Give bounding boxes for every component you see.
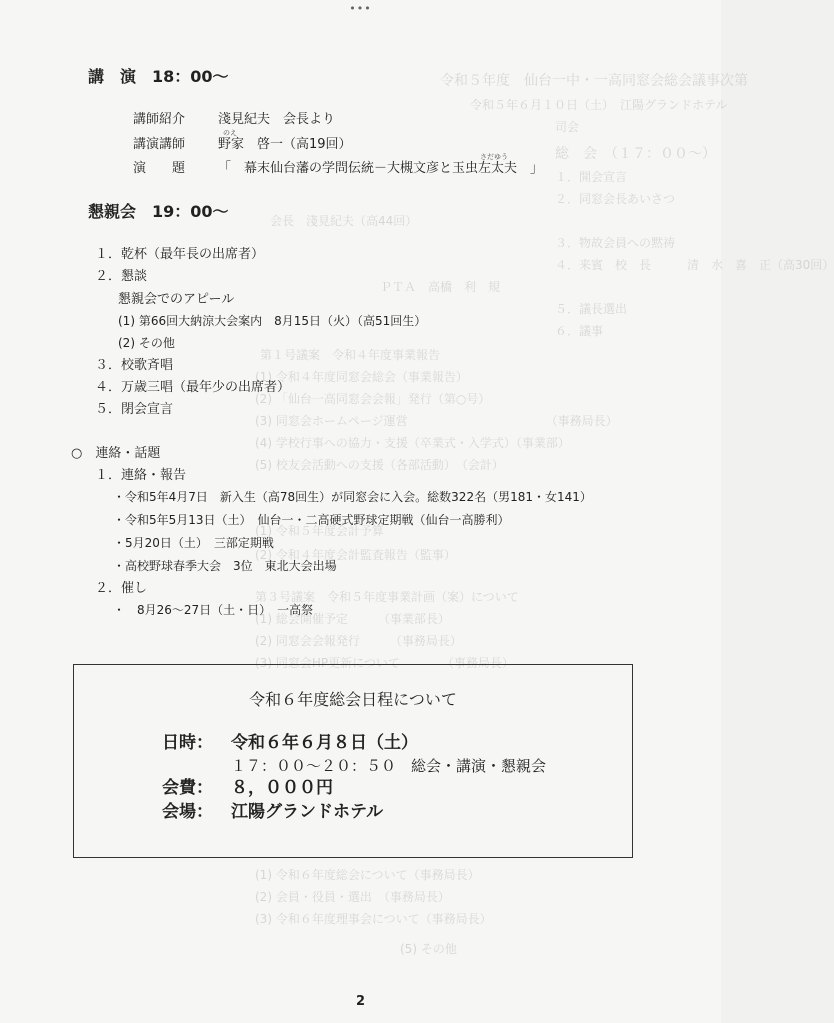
party-item: １．乾杯（最年長の出席者） bbox=[95, 247, 265, 262]
schedule-venue-value: 江陽グランドホテル bbox=[231, 802, 384, 822]
news-section-reports: １．連絡・報告 bbox=[95, 468, 187, 483]
news-report-item: ・高校野球春季大会 3位 東北大会出場 bbox=[113, 559, 337, 573]
party-item: (2) その他 bbox=[118, 336, 175, 350]
schedule-title: 令和６年度総会日程について bbox=[249, 690, 457, 709]
lecture-title-label: 演 題 bbox=[133, 161, 186, 176]
lecturer-name: 野家 啓一（高19回） bbox=[218, 137, 352, 152]
party-item: (1) 第66回大納涼大会案内 8月15日（火）（高51回生） bbox=[118, 314, 427, 328]
party-item: ５．閉会宣言 bbox=[95, 402, 174, 417]
news-section-events: ２．催し bbox=[95, 581, 148, 596]
page-indicator: ••• bbox=[349, 2, 372, 15]
party-item: ２．懇談 bbox=[95, 269, 148, 284]
schedule-venue-label: 会場： bbox=[162, 802, 213, 822]
party-item: 懇親会でのアピール bbox=[118, 292, 235, 307]
schedule-fee-value: ８，０００円 bbox=[231, 778, 333, 798]
lecture-heading: 講 演 18：00～ bbox=[88, 67, 229, 86]
schedule-date-value: 令和６年６月８日（土） bbox=[231, 733, 418, 753]
page-number: 2 bbox=[355, 994, 366, 1009]
schedule-date-label: 日時： bbox=[162, 733, 213, 753]
document-page: ••• 令和５年度 仙台一中・一高同窓会総会議事次第 令和５年６月１０日（土） 江陽グランドホテル 司会 総 会 （１７：００～） １．開会宣言 ２．同窓会長あいさつ 会長 淺見紀夫（高44回） ３．物故会員への黙祷 ４．来賓 校 長 清 水 喜 正（高30回） ＰＴＡ 高橋 利 規 ５．議長選出 ６．議事 第１号議案 令和４年度事業報告 (1) 令和４年度同窓会総会（事業報告） (2) 「仙台一高同窓会会報」発行（第○号） (3) 同窓会ホームページ運営 （事務局長） (4) 学校行事への協力・支援（卒業式・入学式）（事業部） (5) 校友会活動への支援（各部活動） （会計） (1) 令和５年度会計予算 (2) 令和４年度会計監査報告（監事） 第３号議案 令和５年度事業計画（案）について (1) 総会開催予定 （事業部長） (2) 同窓会会報発行 （事務局長） (3) 同窓会HP更新について （事務局長） (1) 令和６年度総会について（事務局長） (2) 会員・役員・選出 （事務局長） (3) 令和６年度理事会について（事務局長） (5) その他 講 演 18：00～ 講師紹介 淺見紀夫 会長より 講演講師 のえ 野家 啓一（高19回） 演 題 さだゆう 「 幕末仙台藩の学問伝統－大槻文彦と玉虫左太夫 」 懇親会 19：00～ １．乾杯（最年長の出席者） ２．懇談 懇親会でのアピール (1) 第66回大納涼大会案内 8月15日（火）（高51回生） (2) その他 ３．校歌斉唱 ４．万歳三唱（最年少の出席者） ５．閉会宣言 ○ 連絡・話題 １．連絡・報告 ・令和5年4月7日 新入生（高78回生）が同窓会に入会。総数322名（男181・女141） ・令和5年5月13日（土） 仙台一・二高硬式野球定期戦（仙台一高勝利） ・5月20日（土） 三部定期戦 ・高校野球春季大会 3位 東北大会出場 ２．催し ・ 8月26～27日（土・日） 一高祭 令和６年度総会日程について 日時： 令和６年６月８日（土） １７：００～２０：５０ 総会・講演・懇親会 会費： ８，０００円 会場： 江陽グランドホテル 2 bbox=[0, 0, 721, 1023]
lecturer-label: 講演講師 bbox=[133, 137, 186, 152]
schedule-box bbox=[73, 664, 633, 858]
lecturer-name-ruby: のえ bbox=[223, 129, 237, 137]
party-item: ３．校歌斉唱 bbox=[95, 358, 174, 373]
news-report-item: ・令和5年4月7日 新入生（高78回生）が同窓会に入会。総数322名（男181・女141） bbox=[113, 490, 592, 504]
lecture-intro-label: 講師紹介 bbox=[133, 112, 186, 127]
lecture-intro-value: 淺見紀夫 会長より bbox=[218, 112, 336, 127]
party-heading: 懇親会 19：00～ bbox=[88, 202, 229, 221]
news-report-item: ・5月20日（土） 三部定期戦 bbox=[113, 536, 274, 550]
lecture-title-ruby: さだゆう bbox=[480, 153, 508, 161]
news-heading: ○ 連絡・話題 bbox=[71, 446, 161, 461]
lecture-title-value: 「 幕末仙台藩の学問伝統－大槻文彦と玉虫左太夫 」 bbox=[218, 161, 544, 176]
news-event-item: ・ 8月26～27日（土・日） 一高祭 bbox=[113, 603, 314, 617]
schedule-fee-label: 会費： bbox=[162, 778, 213, 798]
party-item: ４．万歳三唱（最年少の出席者） bbox=[95, 380, 291, 395]
news-report-item: ・令和5年5月13日（土） 仙台一・二高硬式野球定期戦（仙台一高勝利） bbox=[113, 513, 510, 527]
schedule-time-value: １７：００～２０：５０ 総会・講演・懇親会 bbox=[231, 757, 547, 775]
